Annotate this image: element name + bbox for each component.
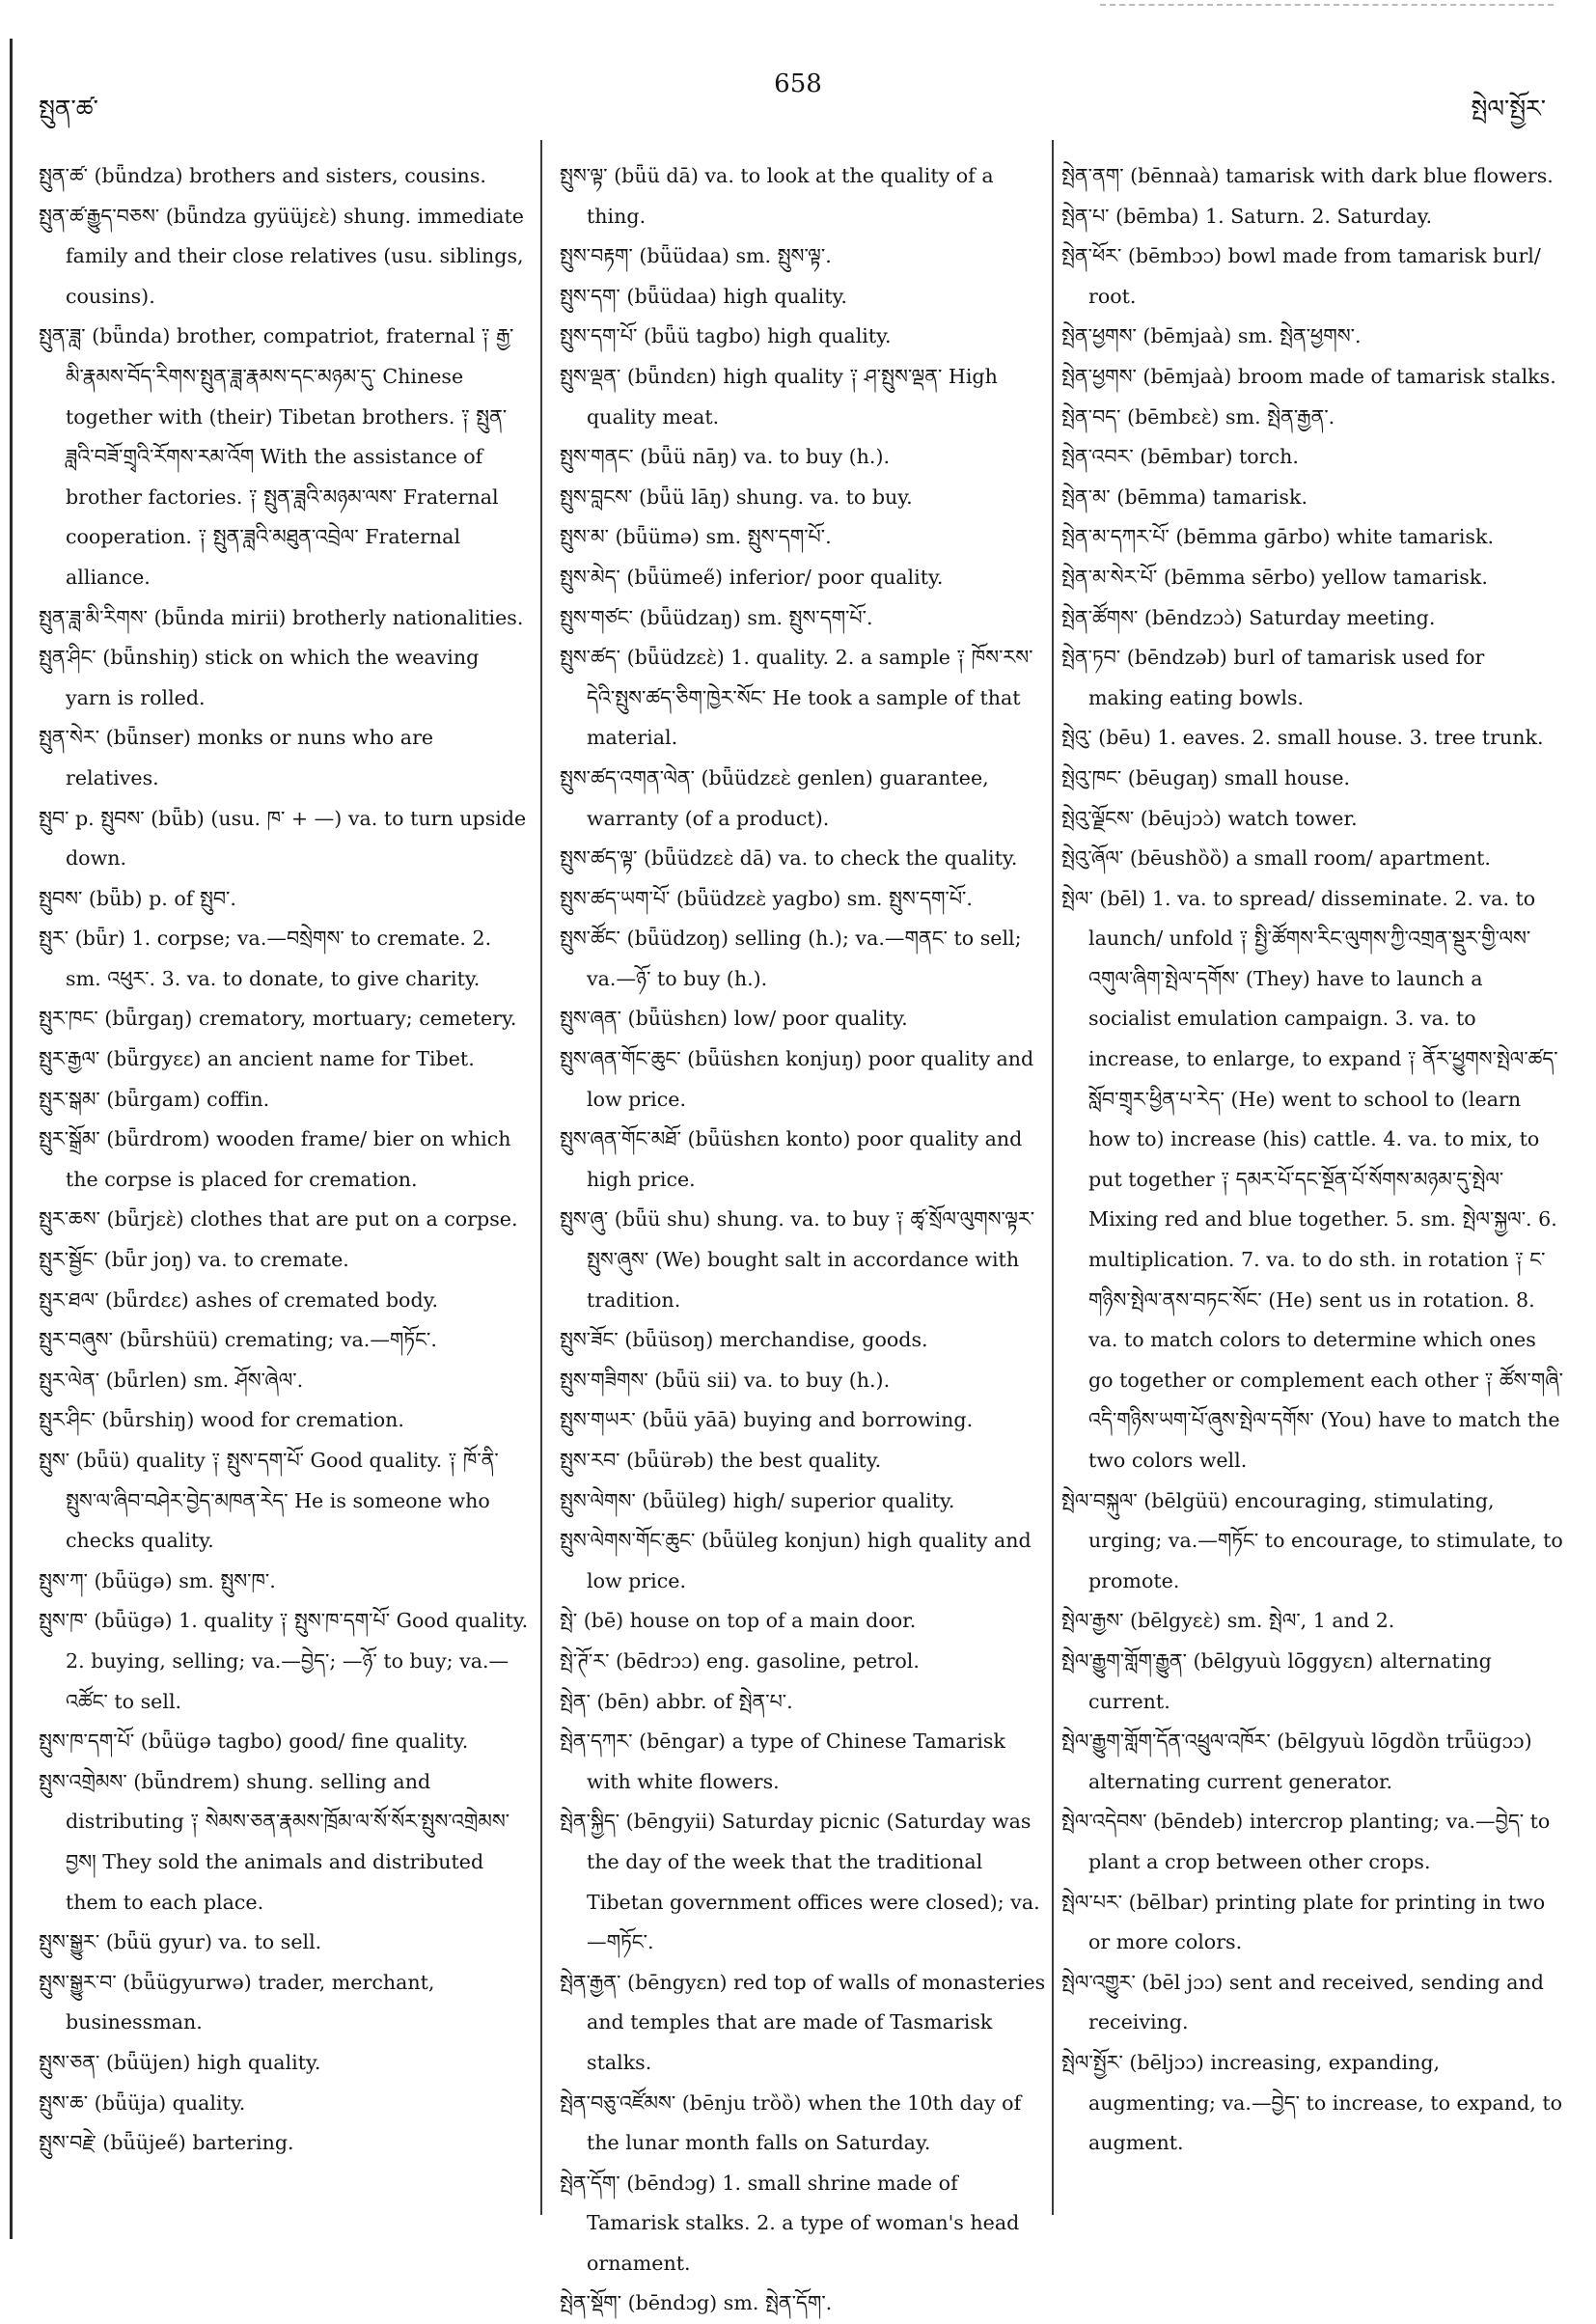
dictionary-entry: སྤུན་ཚ་རྒྱུད་བཅས་ (bǖndza gyüüjɛɛ̀) shung. immediate family and their close relatives (usu. siblings, cousins). bbox=[39, 204, 524, 308]
dictionary-entry: སྤེལ་སྤྱོར་ (bēljɔɔ) increasing, expanding, augmenting; va.—བྱེད་ to increase, to expand, to augment. bbox=[1061, 2050, 1562, 2155]
dictionary-entry: སྤུས་བརྗེ་ (bǖüjee̋) bartering. bbox=[39, 2131, 294, 2155]
dictionary-entry: སྤུས་འགྲེམས་ (bǖndrem) shung. selling and distributing ༑ སེམས་ཅན་རྣམས་ཁྲོམ་ལ་སོ་སོར་སྤུས་འགྲེམས་བྱས། They sold the animals and distributed them to each place. bbox=[39, 1769, 510, 1914]
dictionary-entry: སྤེན་སྐྱིད་ (bēngyii) Saturday picnic (Saturday was the day of the week that the traditional Tibetan government offices were closed); va.—གཏོང་. bbox=[560, 1810, 1040, 1954]
dictionary-entry: སྤུས་ཁ་ (bǖügə) 1. quality ༑ སྤུས་ཁ་དག་པོ་ Good quality. 2. buying, selling; va.—བྱེད་; —ཉོ་ to buy; va.—འཚོང་ to sell. bbox=[39, 1609, 529, 1713]
dictionary-entry: སྤུས་ཆ་ (bǖüja) quality. bbox=[39, 2090, 246, 2115]
dictionary-entry: སྤུས་ཟོང་ (bǖüsoŋ) merchandise, goods. bbox=[560, 1328, 928, 1352]
dictionary-entry: སྤུས་གཙང་ (bǖüdzaŋ) sm. སྤུས་དག་པོ་. bbox=[560, 605, 873, 629]
dictionary-entry: སྤེན་པ་ (bēmba) 1. Saturn. 2. Saturday. bbox=[1061, 204, 1433, 228]
dictionary-entry: སྤུབས་ (bǖb) p. of སྤུབ་. bbox=[39, 886, 236, 910]
dictionary-entry: སྤེན་རྒྱན་ (bēngyɛn) red top of walls of monasteries and temples that are made of Tasmarisk stalks. bbox=[560, 1970, 1046, 2074]
column-divider bbox=[1052, 140, 1054, 2215]
dictionary-entry: སྤེན་ཚོགས་ (bēndzɔɔ̀) Saturday meeting. bbox=[1061, 605, 1436, 629]
dictionary-entry: སྤུར་སྦྱོང་ (bǖr joŋ) va. to cremate. bbox=[39, 1248, 349, 1272]
dictionary-entry: སྤུས་གནང་ (bǖü nāŋ) va. to buy (h.). bbox=[560, 445, 891, 469]
dictionary-entry: སྤེལ་བསྐུལ་ (bēlgüü) encouraging, stimulating, urging; va.—གཏོང་ to encourage, to stimulate, to promote. bbox=[1061, 1488, 1563, 1592]
dictionary-entry: སྤུས་བརྟག་ (bǖüdaa) sm. སྤུས་ལྟ་. bbox=[560, 244, 832, 268]
dictionary-entry: སྤེན་འབར་ (bēmbar) torch. bbox=[1061, 445, 1299, 469]
dictionary-entry: སྤེའུ་ཁང་ (bēugaŋ) small house. bbox=[1061, 765, 1351, 789]
dictionary-entry: སྤེའུ་ཞོལ་ (bēushȍȍ) a small room/ apartment. bbox=[1061, 846, 1491, 871]
dictionary-entry: སྤུས་ཁ་དག་པོ་ (bǖügə tagbo) good/ fine quality. bbox=[39, 1729, 469, 1754]
dictionary-entry: སྤེན་ཏབ་ (bēndzəb) burl of tamarisk used for making eating bowls. bbox=[1061, 646, 1485, 709]
dictionary-entry: སྤུར་རྒྱལ་ (bǖrgyɛɛ) an ancient name for Tibet. bbox=[39, 1047, 475, 1071]
dictionary-entry: སྤུར་ཁང་ (bǖrgaŋ) crematory, mortuary; cemetery. bbox=[39, 1007, 517, 1031]
dictionary-entry: སྤུས་སྒྱུར་ (bǖü gyur) va. to sell. bbox=[39, 1930, 322, 1954]
dictionary-entry: སྤེན་ (bēn) abbr. of སྤེན་པ་. bbox=[560, 1689, 793, 1713]
dictionary-entry: སྤུས་སྒྱུར་བ་ (bǖügyurwə) trader, merchant, businessman. bbox=[39, 1970, 435, 2034]
dictionary-column-2 bbox=[560, 156, 1052, 2324]
dictionary-entry: སྤེ་ཊོ་ར་ (bēdrɔɔ) eng. gasoline, petrol. bbox=[560, 1648, 920, 1673]
dictionary-entry: སྤེན་སྡོག་ (bēndɔg) sm. སྤེན་དོག་. bbox=[560, 2291, 833, 2315]
dictionary-entry: སྤེལ་འདེབས་ (bēndeb) intercrop planting; va.—བྱེད་ to plant a crop between other crops. bbox=[1061, 1810, 1551, 1873]
dictionary-entry: སྤུས་ཚད་ཡག་པོ་ (bǖüdzɛɛ̀ yagbo) sm. སྤུས་དག་པོ་. bbox=[560, 886, 973, 910]
dictionary-entry: སྤུས་ཀ་ (bǖügə) sm. སྤུས་ཁ་. bbox=[39, 1568, 276, 1592]
column-divider bbox=[540, 140, 542, 2215]
dictionary-entry: སྤུས་ཞན་ (bǖüshɛn) low/ poor quality. bbox=[560, 1007, 908, 1031]
dictionary-entry: སྤུས་དག་ (bǖüdaa) high quality. bbox=[560, 284, 847, 308]
dictionary-entry: སྤེལ་རྒྱུག་གློག་རྒྱུན་ (bēlgyuù lōggyɛn) alternating current. bbox=[1061, 1648, 1492, 1713]
dictionary-entry: སྤུར་སྒམ་ (bǖrgam) coffin. bbox=[39, 1087, 270, 1111]
page-number: 658 bbox=[774, 69, 822, 98]
dictionary-entry: སྤུན་ཚ་ (bǖndza) brothers and sisters, cousins. bbox=[39, 164, 486, 187]
dictionary-entry: སྤེན་ཕོར་ (bēmbɔɔ) bowl made from tamarisk burl/ root. bbox=[1061, 244, 1541, 308]
dictionary-entry: སྤུས་བླངས་ (bǖü lāŋ) shung. va. to buy. bbox=[560, 484, 913, 509]
dictionary-entry: སྤེན་མ་ (bēmma) tamarisk. bbox=[1061, 484, 1307, 509]
dictionary-column-1 bbox=[39, 156, 529, 2164]
dictionary-entry: སྤུར་ལེན་ (bǖrlen) sm. ཤོས་ཞེལ་. bbox=[39, 1368, 304, 1392]
dictionary-entry: སྤེན་ནག་ (bēnnaà) tamarisk with dark blue flowers. bbox=[1061, 164, 1554, 187]
dictionary-entry: སྤུར་ཆས་ (bǖrjɛɛ̀) clothes that are put on a corpse. bbox=[39, 1207, 518, 1231]
dictionary-entry: སྤེལ་པར་ (bēlbar) printing plate for printing in two or more colors. bbox=[1061, 1890, 1546, 1954]
dictionary-entry: སྤུར་ (bǖr) 1. corpse; va.—བསྲེགས་ to cremate. 2. sm. འཕུར་. 3. va. to donate, to give charity. bbox=[39, 927, 492, 990]
dictionary-column-3 bbox=[1061, 156, 1565, 2164]
dictionary-entry: སྤུས་ (bǖü) quality ༑ སྤུས་དག་པོ་ Good quality. ༑ ཁོ་ནི་སྤུས་ལ་ཞིབ་བཤེར་བྱེད་མཁན་རེད་ He is someone who checks quality. bbox=[39, 1449, 499, 1553]
dictionary-entry: སྤེན་བད་ (bēmbɛɛ̀) sm. སྤེན་རྒྱན་. bbox=[1061, 404, 1335, 429]
dictionary-entry: སྤུར་ཤིང་ (bǖrshiŋ) wood for cremation. bbox=[39, 1408, 404, 1432]
dictionary-entry: སྤུན་ཟླ་ (bǖnda) brother, compatriot, fraternal ༑ རྒྱ་མི་རྣམས་བོད་རིགས་སྤུན་ཟླ་རྣམས་དང་མཉམ་དུ་ Chinese together with (their) Tibetan brothers. ༑ སྤུན་ཟླའི་བཟོ་གྲྭའི་རོགས་རམ་འོག With the assistance of brother factories. ༑ སྤུན་ཟླའི་མཉམ་ལས་ Fraternal cooperation. ༑ སྤུན་ཟླའི་མཐུན་འབྲེལ་ Fraternal alliance. bbox=[39, 324, 514, 589]
dictionary-entry: སྤུས་ཅན་ (bǖüjen) high quality. bbox=[39, 2050, 321, 2074]
scan-edge-dashes bbox=[1100, 4, 1554, 6]
left-guide-word: སྤུན་ཚ་ bbox=[39, 95, 98, 123]
dictionary-entry: སྤུས་དག་པོ་ (bǖü tagbo) high quality. bbox=[560, 324, 892, 348]
dictionary-entry: སྤུས་ཞུ་ (bǖü shu) shung. va. to buy ༑ ཚྭ་སྲོལ་ལུགས་ལྟར་སྤུས་ཞུས་ (We) bought salt in accordance with tradition. bbox=[560, 1207, 1035, 1312]
dictionary-entry: སྤེན་བཅུ་འཛོམས་ (bēnju trȍȍ) when the 10th day of the lunar month falls on Saturday. bbox=[560, 2090, 1022, 2155]
dictionary-entry: སྤུས་གཟིགས་ (bǖü sii) va. to buy (h.). bbox=[560, 1368, 891, 1392]
dictionary-entry: སྤུས་ལྡན་ (bǖndɛn) high quality ༑ ཤ་སྤུས་ལྡན་ High quality meat. bbox=[560, 364, 998, 429]
dictionary-entry: སྤུས་རབ་ (bǖürəb) the best quality. bbox=[560, 1449, 882, 1472]
dictionary-entry: སྤུས་ཞན་གོང་མཐོ་ (bǖüshɛn konto) poor quality and high price. bbox=[560, 1127, 1023, 1191]
dictionary-entry: སྤེལ་རྒྱུག་གློག་དོན་འཕྲུལ་འཁོར་ (bēlgyuù lōgdȍn trǖügɔɔ) alternating current generator. bbox=[1061, 1729, 1532, 1793]
right-guide-word: སྤེལ་སྤྱོར་ bbox=[1471, 95, 1546, 123]
dictionary-entry: སྤེན་མ་དཀར་པོ་ (bēmma gārbo) white tamarisk. bbox=[1061, 525, 1495, 549]
dictionary-entry: སྤུས་ལེགས་གོང་ཆུང་ (bǖüleg konjun) high quality and low price. bbox=[560, 1529, 1032, 1592]
dictionary-entry: སྤུས་ཚད་འགན་ལེན་ (bǖüdzɛɛ̀ genlen) guarantee, warranty (of a product). bbox=[560, 765, 989, 830]
dictionary-entry: སྤུས་གཡར་ (bǖü yāā) buying and borrowing. bbox=[560, 1408, 974, 1432]
dictionary-entry: སྤུར་བཞུས་ (bǖrshüü) cremating; va.—གཏོང་. bbox=[39, 1328, 437, 1352]
dictionary-entry: སྤེ་ (bē) house on top of a main door. bbox=[560, 1609, 917, 1633]
dictionary-entry: སྤེན་མ་སེར་པོ་ (bēmma sērbo) yellow tamarisk. bbox=[1061, 565, 1488, 589]
dictionary-entry: སྤེན་ཕྱགས་ (bēmjaà) broom made of tamarisk stalks. bbox=[1061, 364, 1556, 388]
dictionary-entry: སྤུས་ཚོང་ (bǖüdzoŋ) selling (h.); va.—གནང་ to sell; va.—ཉོ་ to buy (h.). bbox=[560, 927, 1022, 990]
dictionary-entry: སྤུན་ཟླ་མི་རིགས་ (bǖnda mirii) brotherly nationalities. bbox=[39, 605, 524, 629]
dictionary-entry: སྤུས་ཞན་གོང་ཆུང་ (bǖüshɛn konjuŋ) poor quality and low price. bbox=[560, 1047, 1034, 1111]
dictionary-entry: སྤུབ་ p. སྤུབས་ (bǖb) (usu. ཁ་ + —) va. to turn upside down. bbox=[39, 806, 527, 871]
dictionary-entry: སྤུས་ཚད་ (bǖüdzɛɛ̀) 1. quality. 2. a sample ༑ ཁོས་རས་དེའི་སྤུས་ཚད་ཅིག་ཁྱེར་སོང་ He took a sample of that material. bbox=[560, 646, 1033, 750]
dictionary-entry: སྤུན་ཤིང་ (bǖnshiŋ) stick on which the weaving yarn is rolled. bbox=[39, 646, 480, 709]
dictionary-entry: སྤུས་ལེགས་ (bǖüleg) high/ superior quality. bbox=[560, 1488, 955, 1512]
dictionary-entry: སྤུར་ཐལ་ (bǖrdɛɛ) ashes of cremated body. bbox=[39, 1287, 439, 1312]
dictionary-entry: སྤུན་སེར་ (bǖnser) monks or nuns who are relatives. bbox=[39, 726, 434, 789]
dictionary-entry: སྤུས་མ་ (bǖümə) sm. སྤུས་དག་པོ་. bbox=[560, 525, 832, 549]
dictionary-entry: སྤེའུ་ (bēu) 1. eaves. 2. small house. 3. tree trunk. bbox=[1061, 726, 1544, 750]
dictionary-entry: སྤེན་དོག་ (bēndɔg) 1. small shrine made of Tamarisk stalks. 2. a type of woman's head ornament. bbox=[560, 2171, 1020, 2275]
dictionary-entry: སྤེལ་འགྱུར་ (bēl jɔɔ) sent and received, sending and receiving. bbox=[1061, 1970, 1544, 2034]
dictionary-entry: སྤུར་སྒྲོམ་ (bǖrdrom) wooden frame/ bier on which the corpse is placed for cremation. bbox=[39, 1127, 511, 1191]
dictionary-entry: སྤེན་ཕྱགས་ (bēmjaà) sm. སྤེན་ཕྱགས་. bbox=[1061, 324, 1362, 348]
dictionary-entry: སྤེན་དཀར་ (bēngar) a type of Chinese Tamarisk with white flowers. bbox=[560, 1729, 1005, 1793]
dictionary-entry: སྤུས་ཚད་ལྟ་ (bǖüdzɛɛ̀ dā) va. to check the quality. bbox=[560, 846, 1018, 871]
dictionary-entry: སྤེལ་རྒྱས་ (bēlgyɛɛ̀) sm. སྤེལ་, 1 and 2. bbox=[1061, 1609, 1395, 1633]
dictionary-entry: སྤུས་ལྟ་ (bǖü dā) va. to look at the quality of a thing. bbox=[560, 164, 994, 228]
page-binding-edge bbox=[10, 39, 13, 2239]
dictionary-entry: སྤེལ་ (bēl) 1. va. to spread/ disseminate. 2. va. to launch/ unfold ༑ སྤྱི་ཚོགས་རིང་ལུགས་ཀྱི་འགྲན་སྡུར་གྱི་ལས་འགུལ་ཞིག་སྤེལ་དགོས་ (They) have to launch a socialist emulation campaign. 3. va. to increase, to enlarge, to expand ༑ ནོར་ཕྱུགས་སྤེལ་ཚད་སློབ་གྲྭར་ཕྱིན་པ་རེད་ (He) went to school to (learn how to) increase (his) cattle. 4. va. to mix, to put together ༑ དམར་པོ་དང་སྔོན་པོ་སོགས་མཉམ་དུ་སྤེལ་ Mixing red and blue together. 5. sm. སྤེལ་སྐྱལ་. 6. multiplication. 7. va. to do sth. in rotation ༑ ང་གཉིས་སྤེལ་ནས་བཏང་སོང་ (He) sent us in rotation. 8. va. to match colors to determine which ones go together or complement each other ༑ ཚོས་གཞི་འདི་གཉིས་ཡག་པོ་ཞུས་སྤེལ་དགོས་ (You) have to match the two colors well. bbox=[1061, 886, 1563, 1472]
dictionary-entry: སྤུས་མེད་ (bǖümee̋) inferior/ poor quality. bbox=[560, 565, 944, 589]
dictionary-entry: སྤེའུ་ལྗོངས་ (bēujɔɔ̀) watch tower. bbox=[1061, 806, 1358, 830]
